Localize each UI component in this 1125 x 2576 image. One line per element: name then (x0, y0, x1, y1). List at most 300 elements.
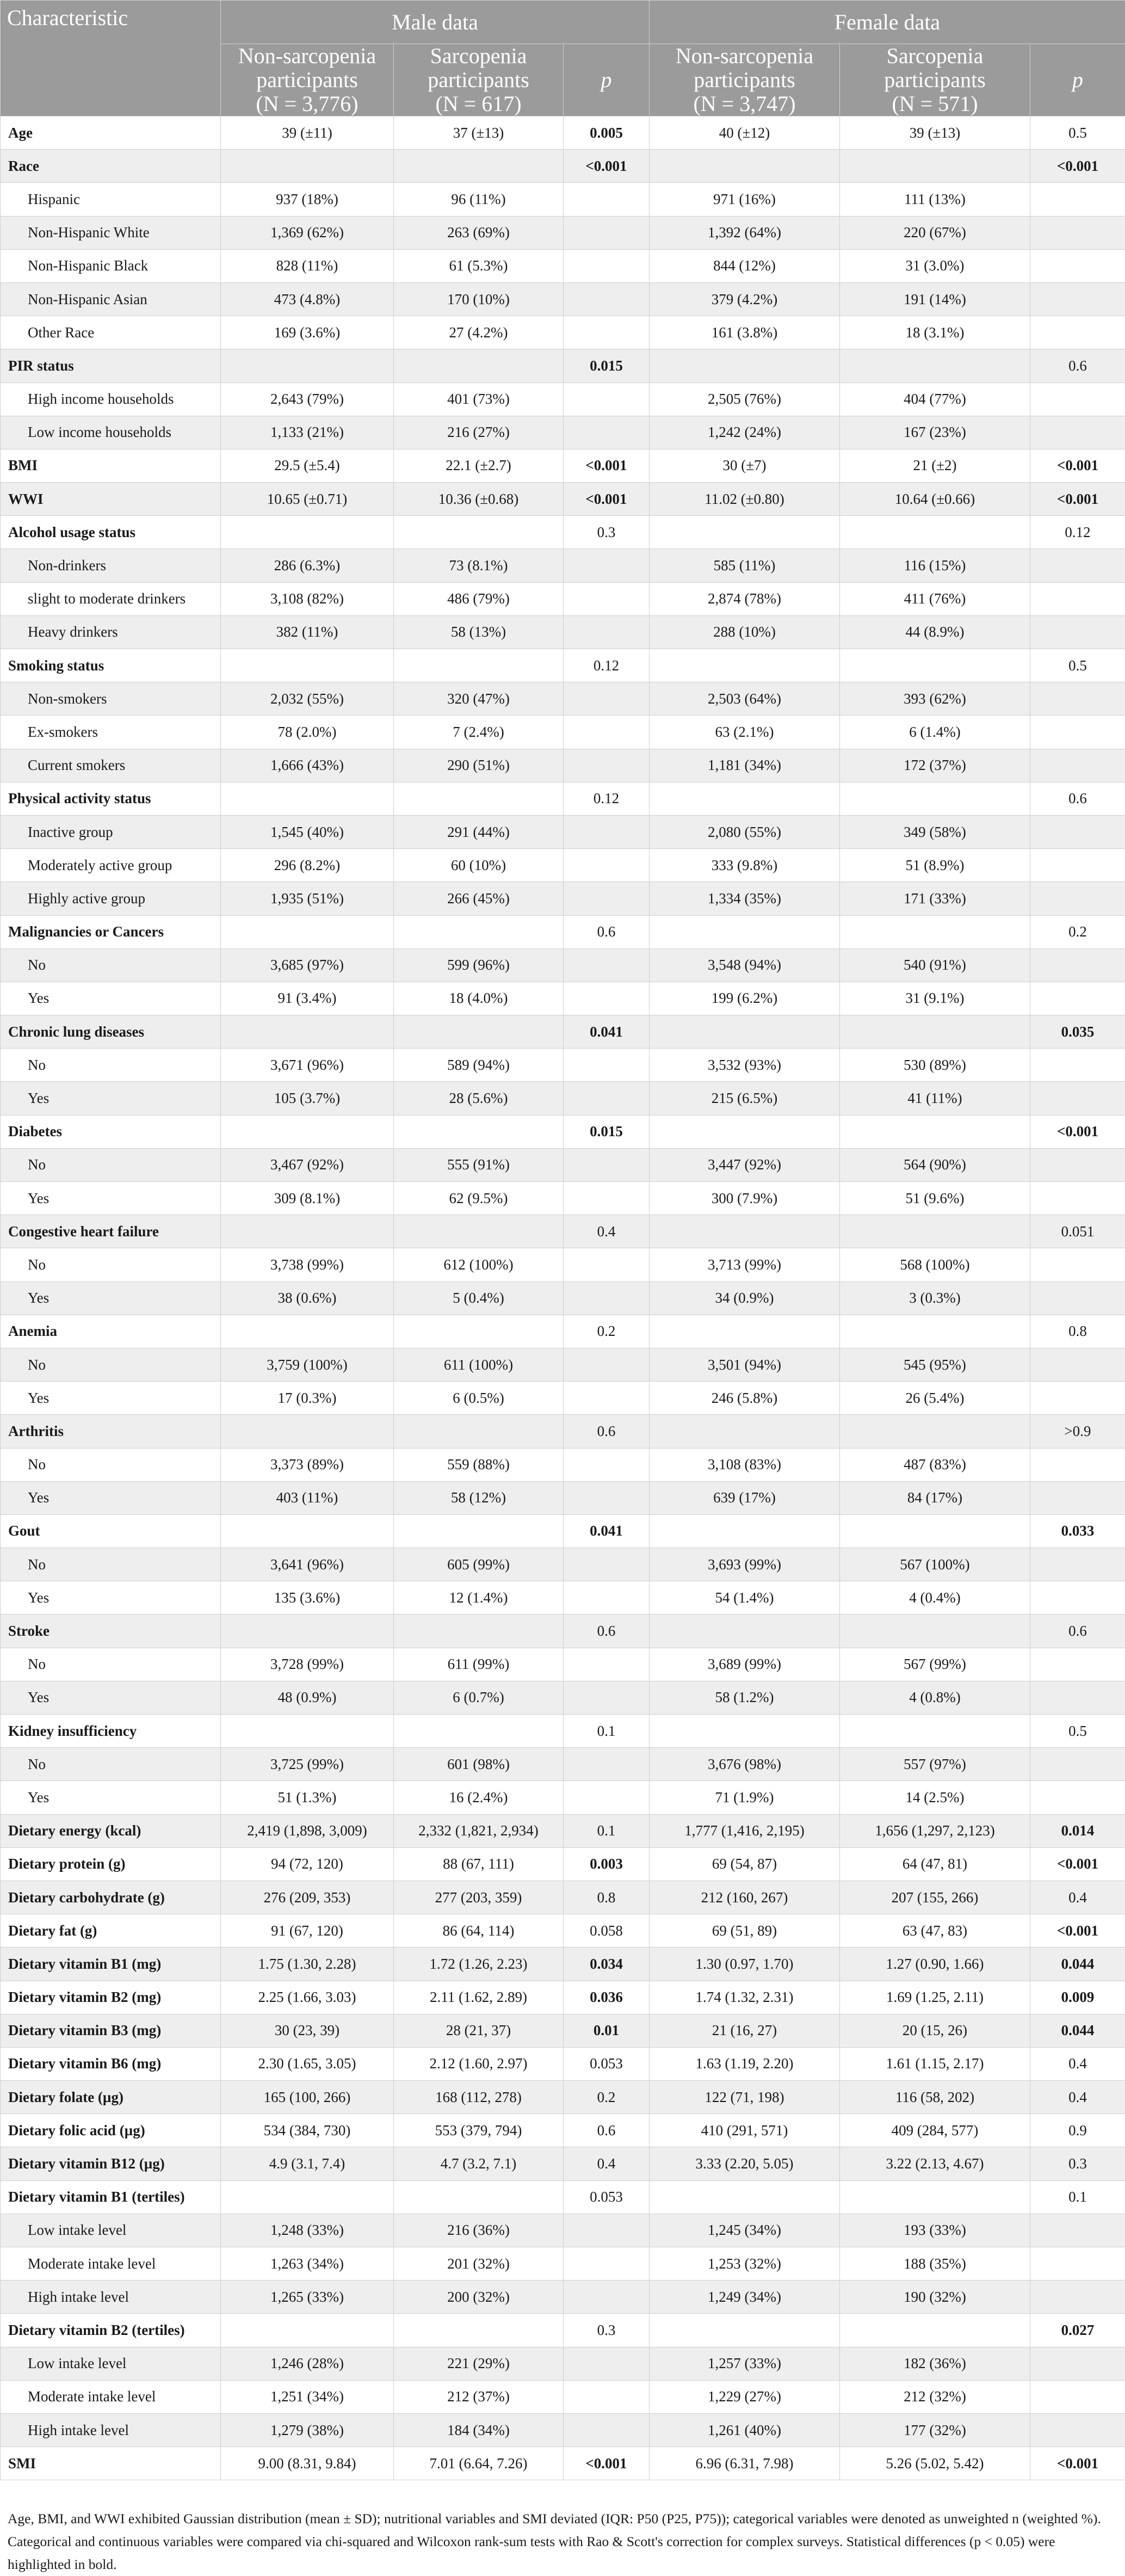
p-value-cell (1030, 1781, 1125, 1814)
table-cell: 16 (2.4%) (394, 1781, 564, 1814)
p-value-cell (564, 1082, 650, 1115)
p-value-cell (1030, 1348, 1125, 1381)
row-label: Inactive group (1, 815, 221, 848)
p-value-cell (1030, 2347, 1125, 2380)
table-cell: 393 (62%) (840, 682, 1030, 716)
table-cell: 2,874 (78%) (650, 582, 840, 615)
p-value-cell: >0.9 (1030, 1415, 1125, 1448)
table-cell: 545 (95%) (840, 1348, 1030, 1381)
p-value-cell: 0.058 (564, 1914, 650, 1948)
row-label: Yes (1, 1581, 221, 1614)
table-cell: 135 (3.6%) (221, 1581, 394, 1614)
table-row (1, 1049, 1125, 1082)
row-label: Dietary vitamin B12 (µg) (1, 2147, 221, 2180)
p-value-cell: 0.2 (1030, 915, 1125, 948)
table-cell (840, 649, 1030, 682)
row-label: Dietary folic acid (µg) (1, 2114, 221, 2147)
table-cell: 84 (17%) (840, 1481, 1030, 1514)
p-value-cell: <0.001 (1030, 150, 1125, 183)
row-label: No (1, 1748, 221, 1781)
table-cell: 473 (4.8%) (221, 282, 394, 316)
p-value-cell (1030, 316, 1125, 349)
p-value-cell (1030, 1448, 1125, 1481)
row-label: Dietary vitamin B6 (mg) (1, 2047, 221, 2080)
table-cell: 188 (35%) (840, 2247, 1030, 2281)
table-cell: 193 (33%) (840, 2214, 1030, 2247)
table-cell: 21 (16, 27) (650, 2014, 840, 2047)
p-value-cell (564, 815, 650, 848)
table-row (1, 1548, 1125, 1581)
p-value-cell: <0.001 (564, 2447, 650, 2480)
row-label: Non-Hispanic Black (1, 249, 221, 282)
table-cell (221, 915, 394, 948)
row-label: Yes (1, 982, 221, 1015)
table-cell: 39 (±11) (221, 116, 394, 150)
row-label: High income households (1, 383, 221, 416)
column-header-count: (N = 3,747) (693, 91, 796, 116)
p-value-cell: 0.12 (564, 782, 650, 815)
table-cell: 612 (100%) (394, 1248, 564, 1281)
p-value-cell (564, 615, 650, 649)
p-value-cell (564, 582, 650, 615)
row-label: Moderately active group (1, 849, 221, 882)
table-cell: 486 (79%) (394, 582, 564, 615)
column-header-name: Sarcopenia participants (884, 44, 986, 92)
p-value-cell (1030, 1248, 1125, 1281)
row-label: WWI (1, 483, 221, 516)
table-cell: 286 (6.3%) (221, 549, 394, 582)
table-cell: 10.64 (±0.66) (840, 483, 1030, 516)
p-value-cell: 0.6 (1030, 782, 1125, 815)
p-value-cell (564, 948, 650, 982)
row-label: Dietary carbohydrate (g) (1, 1881, 221, 1914)
p-value-cell (564, 1248, 650, 1281)
p-value-cell (564, 2281, 650, 2314)
table-cell: 291 (44%) (394, 815, 564, 848)
row-label: PIR status (1, 349, 221, 383)
table-cell: 3,373 (89%) (221, 1448, 394, 1481)
p-value-cell (1030, 2380, 1125, 2413)
table-cell (394, 349, 564, 383)
row-label: Dietary vitamin B1 (mg) (1, 1948, 221, 1981)
table-cell: 165 (100, 266) (221, 2081, 394, 2114)
table-cell: 78 (2.0%) (221, 716, 394, 749)
column-header-count: (N = 617) (435, 91, 522, 116)
table-cell: 7.01 (6.64, 7.26) (394, 2447, 564, 2480)
p-value-cell (1030, 716, 1125, 749)
row-label: Dietary folate (µg) (1, 2081, 221, 2114)
table-row (1, 1981, 1125, 2014)
table-cell: 105 (3.7%) (221, 1082, 394, 1115)
table-cell: 1,251 (34%) (221, 2380, 394, 2413)
table-row (1, 1948, 1125, 1981)
table-cell (221, 1215, 394, 1248)
table-row (1, 2347, 1125, 2380)
table-cell (650, 1015, 840, 1049)
p-value-cell (1030, 1148, 1125, 1181)
p-value-cell: 0.5 (1030, 116, 1125, 150)
table-cell: 557 (97%) (840, 1748, 1030, 1781)
table-cell: 3,738 (99%) (221, 1248, 394, 1281)
table-cell: 1.74 (1.32, 2.31) (650, 1981, 840, 2014)
table-cell: 3,713 (99%) (650, 1248, 840, 1281)
p-value-cell: 0.053 (564, 2047, 650, 2080)
p-value-cell (1030, 216, 1125, 249)
table-cell (394, 2314, 564, 2347)
table-cell: 296 (8.2%) (221, 849, 394, 882)
table-cell: 4.9 (3.1, 7.4) (221, 2147, 394, 2180)
table-cell: 64 (47, 81) (840, 1847, 1030, 1881)
p-value-cell (564, 1382, 650, 1415)
p-value-cell (564, 1348, 650, 1381)
p-value-cell (1030, 1049, 1125, 1082)
row-label: No (1, 1548, 221, 1581)
table-cell: 1,777 (1,416, 2,195) (650, 1814, 840, 1847)
table-cell (650, 150, 840, 183)
p-value-cell: 0.053 (564, 2180, 650, 2214)
table-cell: 212 (37%) (394, 2380, 564, 2413)
table-cell: 38 (0.6%) (221, 1281, 394, 1315)
table-cell: 58 (1.2%) (650, 1681, 840, 1714)
table-cell (840, 1315, 1030, 1348)
table-cell (394, 516, 564, 549)
table-cell: 1,369 (62%) (221, 216, 394, 249)
table-cell: 2,643 (79%) (221, 383, 394, 416)
row-label: Current smokers (1, 749, 221, 782)
table-cell: 300 (7.9%) (650, 1182, 840, 1215)
p-value-cell (564, 1148, 650, 1181)
row-label: Dietary protein (g) (1, 1847, 221, 1881)
p-value-cell: 0.6 (564, 915, 650, 948)
column-header-name: Non-sarcopenia participants (675, 44, 814, 92)
p-value-cell: <0.001 (1030, 1914, 1125, 1948)
table-cell: 221 (29%) (394, 2347, 564, 2380)
p-value-cell: 0.036 (564, 1981, 650, 2014)
p-value-cell (1030, 549, 1125, 582)
p-value-cell: 0.12 (564, 649, 650, 682)
p-value-cell (564, 183, 650, 216)
p-value-cell: 0.4 (564, 1215, 650, 1248)
table-cell (394, 1715, 564, 1748)
p-value-cell (564, 316, 650, 349)
table-cell (221, 2314, 394, 2347)
p-value-cell (564, 849, 650, 882)
table-cell: 487 (83%) (840, 1448, 1030, 1481)
p-value-cell (564, 1581, 650, 1614)
table-cell: 2,505 (76%) (650, 383, 840, 416)
p-value-cell: 0.015 (564, 1115, 650, 1148)
p-value-cell (1030, 849, 1125, 882)
p-value-cell: <0.001 (564, 449, 650, 482)
table-row (1, 749, 1125, 782)
p-value-cell: 0.041 (564, 1015, 650, 1049)
female-group-header: Female data (650, 1, 1125, 44)
column-header-2 (394, 44, 564, 116)
table-row (1, 1781, 1125, 1814)
p-value-cell: 0.2 (564, 1315, 650, 1348)
p-value-cell: <0.001 (1030, 1115, 1125, 1148)
table-cell (394, 782, 564, 815)
p-value-cell: 0.4 (564, 2147, 650, 2180)
p-value-cell (1030, 2214, 1125, 2247)
row-label: Moderate intake level (1, 2380, 221, 2413)
table-cell: 530 (89%) (840, 1049, 1030, 1082)
table-row (1, 1115, 1125, 1148)
table-row (1, 1382, 1125, 1415)
table-cell: 28 (5.6%) (394, 1082, 564, 1115)
table-cell: 3.33 (2.20, 5.05) (650, 2147, 840, 2180)
table-cell: 169 (3.6%) (221, 316, 394, 349)
row-label: Anemia (1, 1315, 221, 1348)
table-cell (394, 1215, 564, 1248)
p-value-cell: 0.6 (1030, 1614, 1125, 1648)
table-row (1, 982, 1125, 1015)
row-label: Yes (1, 1182, 221, 1215)
row-label: Dietary energy (kcal) (1, 1814, 221, 1847)
table-row (1, 815, 1125, 848)
table-cell (394, 150, 564, 183)
table-cell: 10.36 (±0.68) (394, 483, 564, 516)
table-cell: 63 (2.1%) (650, 716, 840, 749)
p-value-cell (1030, 582, 1125, 615)
table-cell: 605 (99%) (394, 1548, 564, 1581)
row-label: Yes (1, 1082, 221, 1115)
column-header-6 (1030, 44, 1125, 116)
p-value-cell (564, 216, 650, 249)
table-cell (840, 2314, 1030, 2347)
p-value-cell: 0.3 (1030, 2147, 1125, 2180)
table-cell: 409 (284, 577) (840, 2114, 1030, 2147)
row-label: slight to moderate drinkers (1, 582, 221, 615)
table-row (1, 948, 1125, 982)
table-cell: 39 (±13) (840, 116, 1030, 150)
table-cell: 1,334 (35%) (650, 882, 840, 915)
table-cell: 290 (51%) (394, 749, 564, 782)
table-cell: 21 (±2) (840, 449, 1030, 482)
table-cell (650, 516, 840, 549)
p-value-cell: <0.001 (1030, 449, 1125, 482)
table-row (1, 1481, 1125, 1514)
table-header (1, 1, 1125, 116)
table-cell (840, 1614, 1030, 1648)
table-cell: 1,265 (33%) (221, 2281, 394, 2314)
row-label: Non-Hispanic Asian (1, 282, 221, 316)
column-header-4 (650, 44, 840, 116)
column-header-count: (N = 3,776) (256, 91, 358, 116)
table-row (1, 1281, 1125, 1315)
table-cell: 40 (±12) (650, 116, 840, 150)
table-row (1, 1814, 1125, 1847)
table-cell: 44 (8.9%) (840, 615, 1030, 649)
table-row (1, 882, 1125, 915)
table-cell: 5 (0.4%) (394, 1281, 564, 1315)
table-cell: 62 (9.5%) (394, 1182, 564, 1215)
table-row (1, 2281, 1125, 2314)
table-cell (221, 782, 394, 815)
table-cell: 17 (0.3%) (221, 1382, 394, 1415)
table-cell: 220 (67%) (840, 216, 1030, 249)
table-cell: 828 (11%) (221, 249, 394, 282)
table-cell: 2,503 (64%) (650, 682, 840, 716)
row-label: Dietary fat (g) (1, 1914, 221, 1948)
table-cell: 172 (37%) (840, 749, 1030, 782)
p-value-cell (564, 416, 650, 449)
table-cell: 937 (18%) (221, 183, 394, 216)
table-cell: 58 (13%) (394, 615, 564, 649)
p-value-cell (1030, 1382, 1125, 1415)
table-cell: 1,245 (34%) (650, 2214, 840, 2247)
table-cell: 288 (10%) (650, 615, 840, 649)
table-cell: 54 (1.4%) (650, 1581, 840, 1614)
p-value-cell (1030, 1581, 1125, 1614)
table-row (1, 2413, 1125, 2446)
p-value-cell: <0.001 (1030, 1847, 1125, 1881)
p-value-cell: 0.8 (1030, 1315, 1125, 1348)
table-cell: 1,249 (34%) (650, 2281, 840, 2314)
table-row (1, 549, 1125, 582)
table-cell: 29.5 (±5.4) (221, 449, 394, 482)
table-cell: 3,759 (100%) (221, 1348, 394, 1381)
table-row (1, 349, 1125, 383)
table-row (1, 282, 1125, 316)
table-cell: 2,080 (55%) (650, 815, 840, 848)
table-cell (840, 1715, 1030, 1748)
row-label: Congestive heart failure (1, 1215, 221, 1248)
p-value-cell (564, 1548, 650, 1581)
p-value-cell (564, 1748, 650, 1781)
table-cell: 199 (6.2%) (650, 982, 840, 1015)
table-cell (394, 1415, 564, 1448)
table-cell: 333 (9.8%) (650, 849, 840, 882)
table-cell: 51 (1.3%) (221, 1781, 394, 1814)
table-row (1, 2147, 1125, 2180)
table-cell: 200 (32%) (394, 2281, 564, 2314)
p-value-cell: <0.001 (1030, 2447, 1125, 2480)
table-cell: 3,447 (92%) (650, 1148, 840, 1181)
table-cell (840, 1215, 1030, 1248)
p-value-cell (564, 1281, 650, 1315)
table-row (1, 1914, 1125, 1948)
p-value-cell (564, 282, 650, 316)
table-cell: 5.26 (5.02, 5.42) (840, 2447, 1030, 2480)
row-label: Arthritis (1, 1415, 221, 1448)
table-cell (394, 2180, 564, 2214)
table-cell (840, 782, 1030, 815)
p-value-cell (1030, 282, 1125, 316)
row-label: Yes (1, 1681, 221, 1714)
row-label: No (1, 1448, 221, 1481)
table-cell: 20 (15, 26) (840, 2014, 1030, 2047)
table-cell: 844 (12%) (650, 249, 840, 282)
table-cell (650, 782, 840, 815)
table-cell: 12 (1.4%) (394, 1581, 564, 1614)
table-cell (221, 150, 394, 183)
row-label: Moderate intake level (1, 2247, 221, 2281)
table-cell: 567 (99%) (840, 1648, 1030, 1681)
p-value-cell: 0.6 (564, 2114, 650, 2147)
table-cell: 404 (77%) (840, 383, 1030, 416)
p-value-cell (564, 2413, 650, 2446)
table-cell (221, 1415, 394, 1448)
table-cell: 1,392 (64%) (650, 216, 840, 249)
table-row (1, 150, 1125, 183)
table-cell: 216 (27%) (394, 416, 564, 449)
p-value-cell (1030, 383, 1125, 416)
p-value-cell: 0.044 (1030, 2014, 1125, 2047)
table-row (1, 249, 1125, 282)
table-cell (650, 1115, 840, 1148)
table-cell: 320 (47%) (394, 682, 564, 716)
table-cell: 401 (73%) (394, 383, 564, 416)
table-cell: 28 (21, 37) (394, 2014, 564, 2047)
p-value-cell: 0.5 (1030, 1715, 1125, 1748)
p-value-cell: <0.001 (564, 150, 650, 183)
table-cell: 3,671 (96%) (221, 1049, 394, 1082)
table-cell: 31 (9.1%) (840, 982, 1030, 1015)
row-label: Dietary vitamin B3 (mg) (1, 2014, 221, 2047)
table-row (1, 849, 1125, 882)
p-value-cell: 0.01 (564, 2014, 650, 2047)
table-cell: 3,676 (98%) (650, 1748, 840, 1781)
table-cell: 30 (23, 39) (221, 2014, 394, 2047)
table-row (1, 2447, 1125, 2480)
table-cell: 3 (0.3%) (840, 1281, 1030, 1315)
p-value-cell (1030, 183, 1125, 216)
p-value-cell (564, 882, 650, 915)
table-cell: 567 (100%) (840, 1548, 1030, 1581)
table-row (1, 1315, 1125, 1348)
table-row (1, 582, 1125, 615)
table-cell (650, 1614, 840, 1648)
p-value-cell: 0.044 (1030, 1948, 1125, 1981)
p-value-cell (1030, 882, 1125, 915)
table-cell: 96 (11%) (394, 183, 564, 216)
table-cell: 34 (0.9%) (650, 1281, 840, 1315)
p-value-cell: 0.034 (564, 1948, 650, 1981)
row-label: Alcohol usage status (1, 516, 221, 549)
characteristic-header: Characteristic (1, 1, 221, 116)
table-row (1, 1581, 1125, 1614)
table-row (1, 2314, 1125, 2347)
row-label: BMI (1, 449, 221, 482)
table-row (1, 116, 1125, 150)
table-cell: 971 (16%) (650, 183, 840, 216)
table-cell: 3,108 (83%) (650, 1448, 840, 1481)
table-cell (221, 516, 394, 549)
table-row (1, 1015, 1125, 1049)
table-footnote: Age, BMI, and WWI exhibited Gaussian distribution (mean ± SD); nutritional variables and SMI deviated (IQR: P50 (P25, P75)); categorical variables were denoted as unweighted n (weighted %). Categorical and continuous variables were compared via chi-squared and Wilcoxon rank-sum tests with Rao & Scott's correction for complex surveys. Statistical differences (p < 0.05) were highlighted in bold. (8, 2511, 1101, 2572)
table-cell: 6.96 (6.31, 7.98) (650, 2447, 840, 2480)
table-cell (221, 1715, 394, 1748)
row-label: No (1, 1248, 221, 1281)
table-cell: 4 (0.4%) (840, 1581, 1030, 1614)
p-value-cell (564, 682, 650, 716)
row-label: Non-smokers (1, 682, 221, 716)
column-header-count: (N = 571) (892, 91, 978, 116)
table-cell (840, 1514, 1030, 1548)
table-cell: 177 (32%) (840, 2413, 1030, 2446)
table-cell: 2.11 (1.62, 2.89) (394, 1981, 564, 2014)
table-cell (221, 1315, 394, 1348)
table-cell: 18 (4.0%) (394, 982, 564, 1015)
table-row (1, 2180, 1125, 2214)
p-value-cell: 0.4 (1030, 2047, 1125, 2080)
table-cell: 116 (58, 202) (840, 2081, 1030, 2114)
table-cell: 30 (±7) (650, 449, 840, 482)
table-cell: 212 (32%) (840, 2380, 1030, 2413)
p-value-cell (564, 1049, 650, 1082)
row-label: Yes (1, 1382, 221, 1415)
